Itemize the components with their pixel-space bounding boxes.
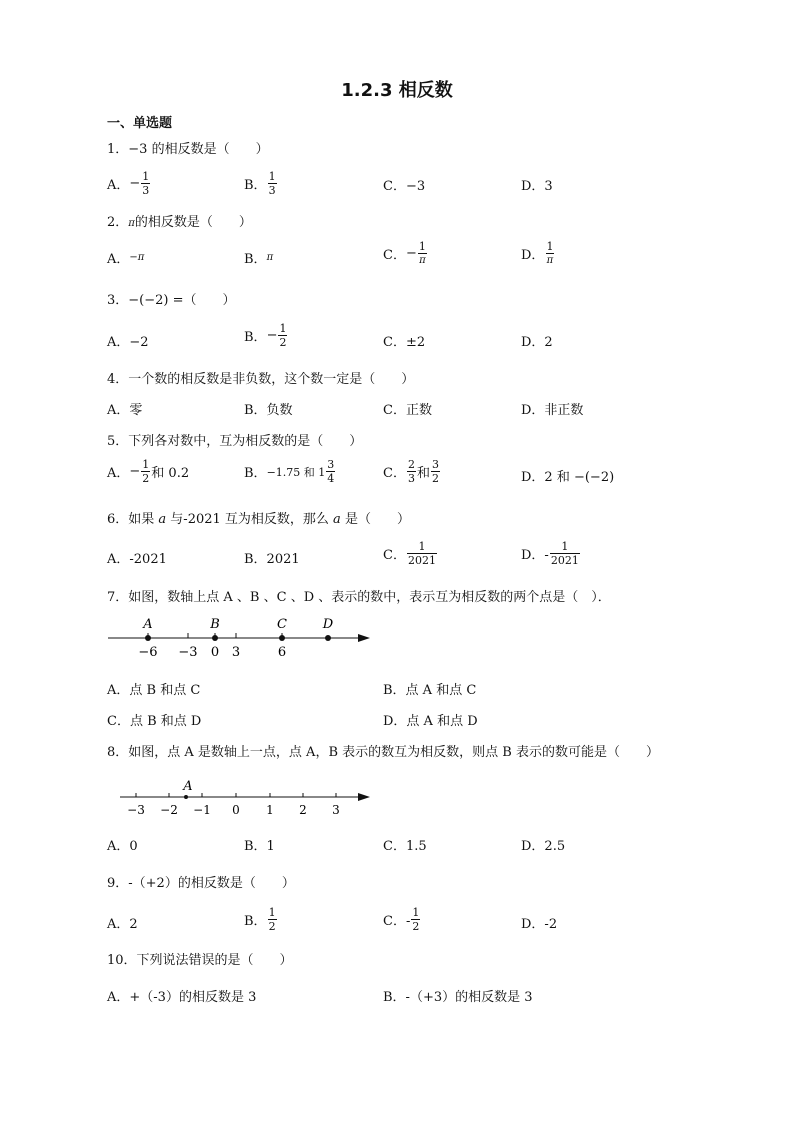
tick-label: 3 bbox=[332, 803, 340, 817]
point-dot-A bbox=[145, 635, 151, 641]
tick-label: −6 bbox=[138, 645, 158, 660]
tick-label: 3 bbox=[231, 645, 241, 660]
tick-label: 0 bbox=[232, 803, 240, 817]
q9-option-b: B． $\frac{1}{2}$ bbox=[244, 906, 276, 933]
question-6-stem: 6．如果 a 与-2021 互为相反数，那么 a 是（ ） bbox=[107, 512, 410, 527]
q2-option-b: B． π bbox=[244, 252, 274, 267]
q3-option-a: A．−2 bbox=[107, 335, 149, 350]
q6-option-c: C． $\frac{1}{2021}$ bbox=[383, 540, 436, 567]
q6-option-d: D．- $\frac{1}{2021}$ bbox=[521, 540, 579, 567]
question-4-stem: 4．一个数的相反数是非负数，这个数一定是（ ） bbox=[107, 372, 415, 387]
q4-option-a: A．零 bbox=[107, 403, 143, 418]
fraction: $\frac{1}{2}$ bbox=[412, 906, 420, 933]
point-dot-A bbox=[184, 795, 188, 799]
fraction: $\frac{1}{2}$ bbox=[279, 322, 287, 349]
tick-label: 1 bbox=[266, 803, 274, 817]
section-heading: 一、单选题 bbox=[107, 116, 173, 131]
q8-option-a: A．0 bbox=[107, 839, 138, 854]
arrow-head bbox=[358, 634, 370, 642]
q1-option-a: A． − $\frac{1}{3}$ bbox=[107, 170, 150, 197]
fraction: $\frac{3}{2}$ bbox=[431, 458, 439, 485]
q7-option-c: C．点 B 和点 D bbox=[107, 714, 202, 729]
fraction: $\frac{1}{\pi}$ bbox=[546, 240, 554, 266]
q6-option-a: A．-2021 bbox=[107, 552, 167, 567]
point-dot-C bbox=[279, 635, 285, 641]
question-9-stem: 9．-（+2）的相反数是（ ） bbox=[107, 876, 295, 891]
tick-label: 2 bbox=[299, 803, 307, 817]
point-label-D: D bbox=[322, 617, 334, 632]
q8-option-c: C．1.5 bbox=[383, 839, 427, 854]
q2-option-c: C． − $\frac{1}{\pi}$ bbox=[383, 240, 426, 266]
question-7-stem: 7．如图，数轴上点 A 、B 、C 、D 、表示的数中，表示互为相反数的两个点是（ ）． bbox=[107, 590, 611, 605]
point-label-A: A bbox=[183, 779, 193, 794]
tick-label: −2 bbox=[160, 803, 178, 817]
q5-option-a: A． − $\frac{1}{2}$ 和 0.2 bbox=[107, 458, 190, 485]
fraction: $\frac{1}{2}$ bbox=[268, 906, 276, 933]
q4-option-d: D．非正数 bbox=[521, 403, 584, 418]
question-3-stem: 3．−(−2) =（ ） bbox=[107, 293, 236, 308]
q7-option-a: A．点 B 和点 C bbox=[107, 683, 201, 698]
tick-label: −3 bbox=[127, 803, 145, 817]
q3-option-d: D．2 bbox=[521, 335, 553, 350]
point-label-B: B bbox=[210, 617, 220, 632]
q4-option-b: B．负数 bbox=[244, 403, 293, 418]
q5-option-c: C． $\frac{2}{3}$ 和 $\frac{3}{2}$ bbox=[383, 458, 439, 485]
q5-option-d: D．2 和 −(−2) bbox=[521, 470, 615, 485]
q7-option-b: B．点 A 和点 C bbox=[383, 683, 477, 698]
q2-option-d: D． $\frac{1}{\pi}$ bbox=[521, 240, 554, 266]
q8-option-d: D．2.5 bbox=[521, 839, 566, 854]
fraction: $\frac{3}{4}$ bbox=[327, 458, 335, 485]
q9-option-c: C．- $\frac{1}{2}$ bbox=[383, 906, 420, 933]
question-2-stem: 2．π的相反数是（ ） bbox=[107, 215, 252, 230]
q8-option-b: B．1 bbox=[244, 839, 275, 854]
q1-option-c: C．−3 bbox=[383, 179, 426, 194]
q5-option-b: B． −1.75 和 1 $\frac{3}{4}$ bbox=[244, 458, 335, 485]
point-dot-D bbox=[325, 635, 331, 641]
tick-label: −3 bbox=[178, 645, 198, 660]
question-10-stem: 10．下列说法错误的是（ ） bbox=[107, 953, 293, 968]
fraction: $\frac{2}{3}$ bbox=[407, 458, 415, 485]
question-1-stem: 1．−3 的相反数是（ ） bbox=[107, 142, 269, 157]
q9-option-a: A．2 bbox=[107, 917, 138, 932]
question-5-stem: 5．下列各对数中，互为相反数的是（ ） bbox=[107, 434, 363, 449]
q7-option-d: D．点 A 和点 D bbox=[383, 714, 478, 729]
q2-option-a: A． −π bbox=[107, 252, 145, 267]
q10-option-a: A．+（-3）的相反数是 3 bbox=[107, 990, 257, 1005]
q3-option-c: C．±2 bbox=[383, 335, 426, 350]
number-line-q8 bbox=[112, 776, 382, 822]
fraction: $\frac{1}{3}$ bbox=[268, 170, 276, 197]
fraction: $\frac{1}{2021}$ bbox=[550, 540, 579, 567]
q10-option-b: B．-（+3）的相反数是 3 bbox=[383, 990, 533, 1005]
q3-option-b: B． − $\frac{1}{2}$ bbox=[244, 322, 287, 349]
point-dot-B bbox=[212, 635, 218, 641]
tick-label: 0 bbox=[210, 645, 220, 660]
point-label-A: A bbox=[143, 617, 153, 632]
fraction: $\frac{1}{2}$ bbox=[142, 458, 150, 485]
q4-option-c: C．正数 bbox=[383, 403, 432, 418]
point-label-C: C bbox=[277, 617, 287, 632]
q1-option-d: D．3 bbox=[521, 179, 553, 194]
q6-option-b: B．2021 bbox=[244, 552, 300, 567]
q9-option-d: D．-2 bbox=[521, 917, 558, 932]
arrow-head bbox=[358, 793, 370, 801]
fraction: $\frac{1}{2021}$ bbox=[407, 540, 436, 567]
q1-option-b: B． $\frac{1}{3}$ bbox=[244, 170, 276, 197]
tick-label: 6 bbox=[277, 645, 287, 660]
fraction: $\frac{1}{\pi}$ bbox=[418, 240, 426, 266]
question-8-stem: 8．如图，点 A 是数轴上一点，点 A，B 表示的数互为相反数，则点 B 表示的数可能是（ ） bbox=[107, 745, 659, 760]
page-title: 1.2.3 相反数 bbox=[341, 80, 453, 101]
tick-label: −1 bbox=[193, 803, 211, 817]
number-line-q7 bbox=[100, 612, 380, 664]
fraction: $\frac{1}{3}$ bbox=[142, 170, 150, 197]
